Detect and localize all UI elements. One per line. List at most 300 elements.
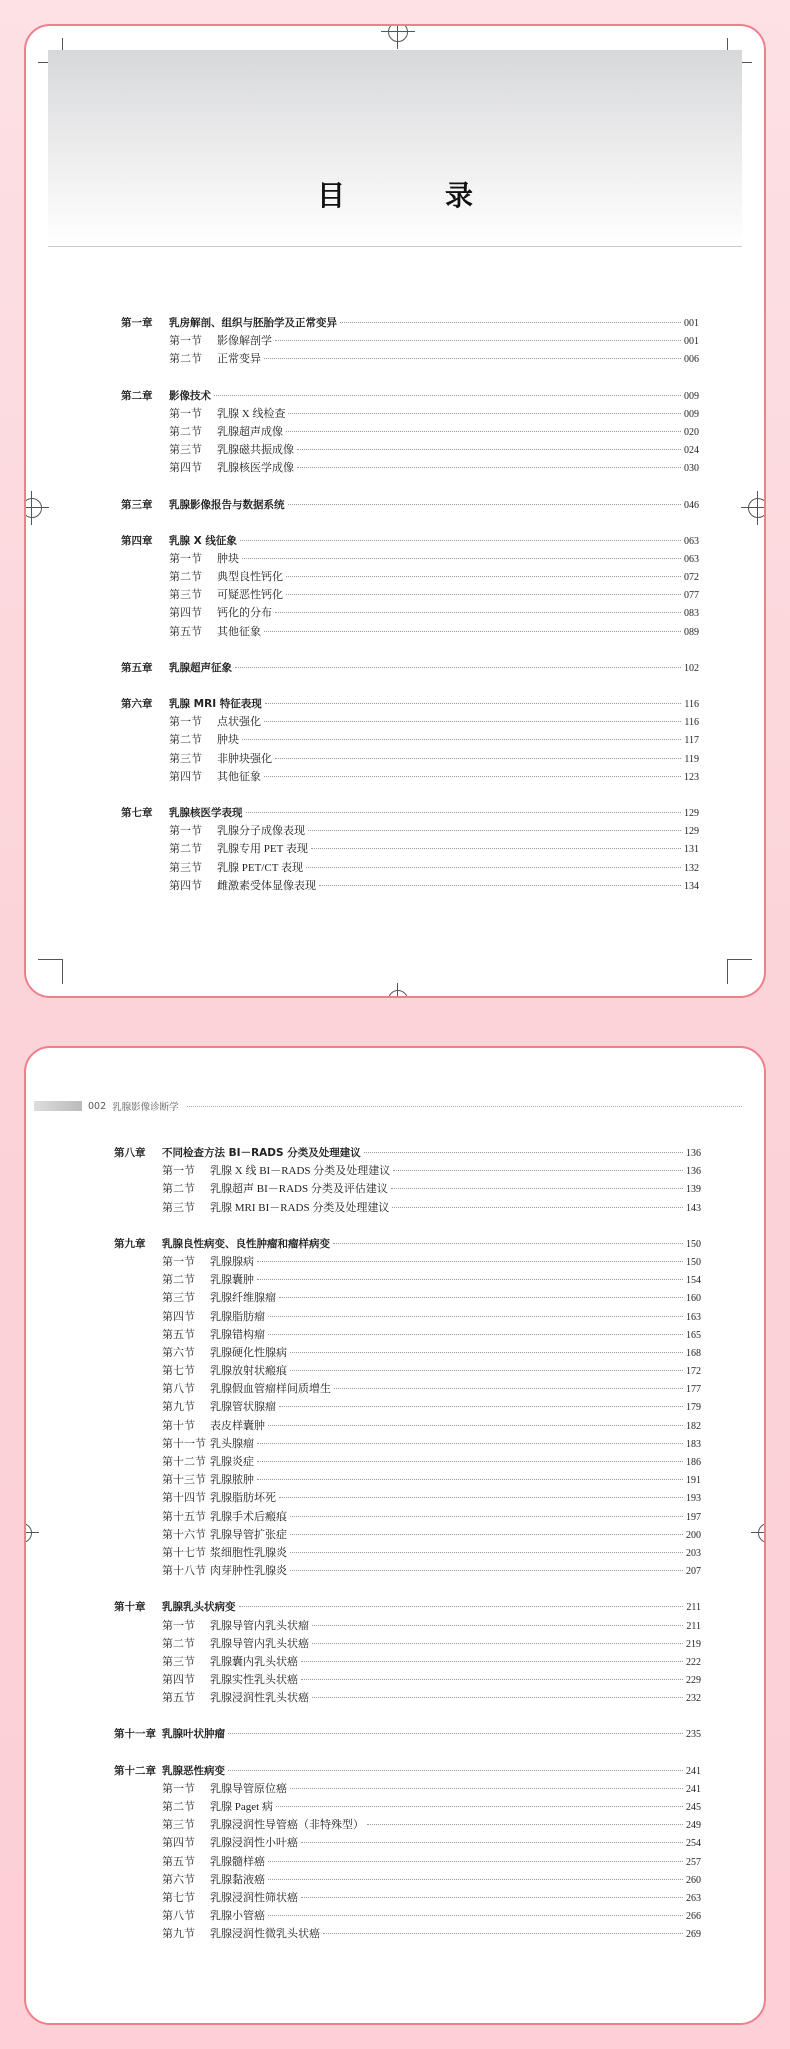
section-entry bbox=[114, 1199, 701, 1217]
dot-leader bbox=[240, 540, 681, 541]
dot-leader bbox=[268, 1915, 683, 1916]
running-head-title: 乳腺影像诊断学 bbox=[112, 1102, 179, 1113]
section-entry-label bbox=[114, 1635, 309, 1653]
section-entry-title: 乳腺分子成像表现 bbox=[217, 825, 305, 838]
section-entry-number: 第五节 bbox=[169, 625, 202, 638]
section-entry-title: 乳腺浸润性乳头状癌 bbox=[210, 1692, 309, 1705]
crop-mark bbox=[38, 959, 63, 984]
section-entry bbox=[114, 1617, 701, 1635]
section-entry-title: 浆细胞性乳腺炎 bbox=[210, 1546, 287, 1559]
section-entry bbox=[121, 623, 699, 641]
chapter-entry-page: 211 bbox=[686, 1602, 701, 1614]
dot-leader bbox=[319, 885, 681, 886]
section-entry-title: 乳腺 Paget 病 bbox=[210, 1801, 273, 1813]
section-entry-page: 154 bbox=[686, 1275, 701, 1287]
section-entry-page: 131 bbox=[684, 844, 699, 856]
section-entry-page: 089 bbox=[684, 626, 699, 638]
section-entry-title: 乳腺 MRI BI－RADS 分类及处理建议 bbox=[210, 1201, 390, 1214]
section-entry-page: 163 bbox=[686, 1311, 701, 1323]
section-entry-title: 乳腺核医学成像 bbox=[217, 462, 294, 475]
section-entry-label bbox=[114, 1398, 276, 1416]
section-entry-number: 第一节 bbox=[162, 1255, 195, 1268]
toc-page-1 bbox=[24, 24, 766, 998]
chapter-entry-label bbox=[121, 387, 211, 405]
section-entry-label bbox=[121, 840, 308, 858]
section-entry-page: 150 bbox=[686, 1256, 701, 1268]
section-entry-page: 117 bbox=[684, 735, 699, 747]
section-entry-number: 第一节 bbox=[169, 335, 202, 348]
section-entry-label bbox=[114, 1417, 265, 1435]
chapter-block bbox=[121, 387, 699, 478]
chapter-block bbox=[121, 804, 699, 895]
section-entry-number: 第一节 bbox=[162, 1782, 195, 1795]
section-entry-label bbox=[114, 1853, 265, 1871]
dot-leader bbox=[290, 1788, 683, 1789]
section-entry-number: 第十一节 bbox=[162, 1437, 206, 1450]
section-entry-label bbox=[121, 731, 239, 749]
section-entry bbox=[121, 731, 699, 749]
chapter-entry-title: 乳腺 MRI 特征表现 bbox=[169, 698, 262, 710]
chapter-entry-title: 不同检查方法 BI－RADS 分类及处理建议 bbox=[162, 1147, 361, 1159]
section-entry-label bbox=[114, 1925, 320, 1943]
section-entry-label bbox=[121, 859, 303, 877]
section-entry-title: 乳腺纤维腺瘤 bbox=[210, 1292, 276, 1305]
section-entry-page: 211 bbox=[686, 1620, 701, 1632]
section-entry-page: 136 bbox=[686, 1166, 701, 1178]
crop-mark bbox=[727, 959, 752, 984]
section-entry-label bbox=[121, 441, 294, 459]
dot-leader bbox=[239, 1606, 684, 1607]
section-entry-number: 第三节 bbox=[162, 1819, 195, 1832]
dot-leader bbox=[308, 830, 681, 831]
dot-leader bbox=[286, 431, 681, 432]
dot-leader bbox=[301, 1897, 683, 1898]
dot-leader bbox=[276, 1806, 683, 1807]
section-entry bbox=[121, 441, 699, 459]
section-entry-title: 乳头腺瘤 bbox=[210, 1437, 254, 1450]
section-entry bbox=[114, 1362, 701, 1380]
section-entry-number: 第三节 bbox=[162, 1655, 195, 1668]
section-entry-title: 乳腺手术后瘢痕 bbox=[210, 1510, 287, 1523]
section-entry-title: 点状强化 bbox=[217, 716, 261, 729]
chapter-entry-page: 001 bbox=[684, 318, 699, 329]
section-entry-page: 229 bbox=[686, 1675, 701, 1687]
section-entry-label bbox=[121, 568, 283, 586]
section-entry-number: 第三节 bbox=[169, 444, 202, 457]
section-entry-label bbox=[114, 1271, 254, 1289]
section-entry-page: 193 bbox=[686, 1493, 701, 1505]
section-entry bbox=[114, 1853, 701, 1871]
section-entry-number: 第十三节 bbox=[162, 1474, 206, 1487]
section-entry-page: 001 bbox=[684, 336, 699, 348]
section-entry bbox=[114, 1398, 701, 1416]
chapter-block bbox=[114, 1725, 701, 1743]
section-entry bbox=[114, 1162, 701, 1180]
toc-page-2 bbox=[24, 1046, 766, 2025]
section-entry bbox=[114, 1435, 701, 1453]
chapter-entry bbox=[121, 695, 699, 713]
section-entry-number: 第九节 bbox=[162, 1928, 195, 1941]
section-entry bbox=[121, 822, 699, 840]
section-entry-page: 182 bbox=[686, 1420, 701, 1432]
section-entry-label bbox=[114, 1362, 287, 1380]
chapter-entry bbox=[114, 1725, 701, 1743]
section-entry-title: 乳腺腺病 bbox=[210, 1255, 254, 1268]
section-entry-label bbox=[114, 1344, 287, 1362]
section-entry-number: 第四节 bbox=[169, 607, 202, 620]
section-entry-number: 第四节 bbox=[162, 1674, 195, 1687]
dot-leader bbox=[334, 1388, 683, 1389]
section-entry-label bbox=[114, 1617, 309, 1635]
section-entry-page: 083 bbox=[684, 608, 699, 620]
section-entry-title: 乳腺小管癌 bbox=[210, 1910, 265, 1923]
section-entry bbox=[121, 586, 699, 604]
section-entry bbox=[114, 1889, 701, 1907]
chapter-entry-title: 乳腺 X 线征象 bbox=[169, 534, 237, 547]
chapter-entry-number: 第二章 bbox=[121, 389, 153, 402]
section-entry-number: 第三节 bbox=[162, 1201, 195, 1214]
section-entry-title: 可疑恶性钙化 bbox=[217, 589, 283, 602]
chapter-entry-page: 009 bbox=[684, 390, 699, 402]
chapter-block bbox=[121, 659, 699, 677]
chapter-entry-title: 影像技术 bbox=[169, 389, 211, 402]
chapter-block bbox=[121, 314, 699, 369]
section-entry-label bbox=[114, 1544, 287, 1562]
section-entry-page: 257 bbox=[686, 1856, 701, 1868]
section-entry-page: 160 bbox=[686, 1293, 701, 1305]
section-entry-number: 第十节 bbox=[162, 1419, 195, 1432]
chapter-entry-number: 第八章 bbox=[114, 1147, 146, 1159]
section-entry-page: 030 bbox=[684, 463, 699, 475]
dot-leader bbox=[290, 1516, 683, 1517]
section-entry-title: 乳腺磁共振成像 bbox=[217, 444, 294, 457]
section-entry bbox=[114, 1326, 701, 1344]
section-entry bbox=[114, 1671, 701, 1689]
section-entry bbox=[114, 1508, 701, 1526]
dot-leader bbox=[257, 1261, 683, 1262]
chapter-block bbox=[114, 1762, 701, 1944]
chapter-entry bbox=[114, 1598, 701, 1616]
chapter-entry-label bbox=[121, 695, 262, 713]
section-entry-title: 乳腺 X 线 BI－RADS 分类及处理建议 bbox=[210, 1165, 391, 1178]
chapter-entry-page: 136 bbox=[686, 1148, 701, 1159]
section-entry-number: 第二节 bbox=[162, 1183, 195, 1196]
dot-leader bbox=[392, 1207, 683, 1208]
chapter-entry-page: 150 bbox=[686, 1238, 701, 1250]
section-entry bbox=[114, 1689, 701, 1707]
section-entry-page: 269 bbox=[686, 1929, 701, 1941]
chapter-entry bbox=[121, 496, 699, 514]
chapter-entry-number: 第五章 bbox=[121, 661, 153, 674]
chapter-entry-label bbox=[121, 804, 243, 822]
section-entry-page: 177 bbox=[686, 1384, 701, 1396]
section-entry-label bbox=[121, 586, 283, 604]
section-entry-label bbox=[114, 1798, 273, 1816]
section-entry-label bbox=[114, 1871, 265, 1889]
section-entry-page: 232 bbox=[686, 1693, 701, 1705]
section-entry bbox=[121, 750, 699, 768]
dot-leader bbox=[265, 703, 682, 704]
dot-leader bbox=[268, 1425, 683, 1426]
section-entry-title: 乳腺 PET/CT 表现 bbox=[217, 861, 303, 874]
section-entry-label bbox=[121, 623, 261, 641]
dot-leader bbox=[311, 848, 681, 849]
section-entry-title: 乳腺脓肿 bbox=[210, 1474, 254, 1487]
section-entry-label bbox=[114, 1453, 254, 1471]
dot-leader bbox=[391, 1188, 683, 1189]
section-entry-title: 乳腺导管内乳头状瘤 bbox=[210, 1619, 309, 1632]
section-entry bbox=[121, 877, 699, 895]
section-entry-page: 186 bbox=[686, 1457, 701, 1468]
section-entry-page: 260 bbox=[686, 1874, 701, 1886]
chapter-entry bbox=[121, 659, 699, 677]
section-entry-number: 第七节 bbox=[162, 1365, 195, 1378]
registration-mark-icon bbox=[758, 1523, 766, 1543]
section-entry-page: 179 bbox=[686, 1402, 701, 1414]
section-entry bbox=[114, 1544, 701, 1562]
dot-leader bbox=[268, 1861, 683, 1862]
dot-leader bbox=[323, 1933, 683, 1934]
chapter-entry-label bbox=[114, 1725, 225, 1743]
chapter-block bbox=[121, 496, 699, 514]
section-entry-label bbox=[114, 1471, 254, 1489]
section-entry-title: 乳腺浸润性小叶癌 bbox=[210, 1837, 298, 1850]
section-entry-title: 乳腺错构瘤 bbox=[210, 1328, 265, 1341]
section-entry-label bbox=[114, 1562, 287, 1580]
section-entry-number: 第一节 bbox=[162, 1165, 195, 1178]
chapter-entry-title: 乳房解剖、组织与胚胎学及正常变异 bbox=[169, 317, 337, 329]
section-entry-page: 249 bbox=[686, 1820, 701, 1832]
section-entry-title: 乳腺囊内乳头状癌 bbox=[210, 1655, 298, 1668]
section-entry-number: 第五节 bbox=[162, 1855, 195, 1868]
section-entry-label bbox=[114, 1489, 276, 1507]
chapter-block bbox=[114, 1598, 701, 1707]
section-entry-page: 063 bbox=[684, 553, 699, 565]
chapter-entry-title: 乳腺超声征象 bbox=[169, 661, 232, 674]
dot-leader bbox=[286, 594, 681, 595]
chapter-entry-label bbox=[121, 532, 237, 550]
section-entry-number: 第五节 bbox=[162, 1328, 195, 1341]
section-entry-page: 009 bbox=[684, 408, 699, 420]
dot-leader bbox=[242, 739, 681, 740]
chapter-entry-title: 乳腺核医学表现 bbox=[169, 806, 243, 819]
dot-leader bbox=[290, 1370, 683, 1371]
dot-leader bbox=[290, 1534, 683, 1535]
chapter-entry-label bbox=[114, 1144, 361, 1162]
running-head bbox=[34, 1100, 742, 1112]
section-entry-number: 第十二节 bbox=[162, 1456, 206, 1468]
section-entry-title: 肿块 bbox=[217, 552, 239, 565]
section-entry-page: 139 bbox=[686, 1184, 701, 1196]
dot-leader bbox=[257, 1461, 683, 1462]
section-entry-title: 乳腺导管原位癌 bbox=[210, 1782, 287, 1795]
chapter-entry bbox=[114, 1144, 701, 1162]
section-entry-page: 172 bbox=[686, 1366, 701, 1378]
chapter-entry-number: 第三章 bbox=[121, 498, 153, 511]
section-entry-number: 第六节 bbox=[162, 1346, 195, 1359]
dot-leader bbox=[257, 1279, 683, 1280]
section-entry-number: 第三节 bbox=[169, 589, 202, 602]
dot-leader bbox=[312, 1697, 683, 1698]
section-entry-page: 191 bbox=[686, 1475, 701, 1487]
dot-leader bbox=[393, 1170, 683, 1171]
dot-leader bbox=[264, 776, 681, 777]
section-entry bbox=[121, 332, 699, 350]
dot-leader bbox=[288, 504, 682, 505]
section-entry bbox=[114, 1798, 701, 1816]
section-entry-title: 乳腺炎症 bbox=[210, 1456, 254, 1468]
section-entry bbox=[114, 1289, 701, 1307]
chapter-entry-label bbox=[121, 659, 232, 677]
section-entry-page: 132 bbox=[684, 862, 699, 874]
section-entry bbox=[114, 1344, 701, 1362]
dot-leader bbox=[364, 1152, 683, 1153]
section-entry-title: 影像解剖学 bbox=[217, 335, 272, 348]
section-entry-page: 200 bbox=[686, 1529, 701, 1541]
section-entry-label bbox=[121, 405, 285, 423]
chapter-entry-number: 第四章 bbox=[121, 534, 153, 547]
section-entry-number: 第四节 bbox=[162, 1310, 195, 1323]
dot-leader bbox=[290, 1352, 683, 1353]
dot-leader bbox=[290, 1552, 683, 1553]
section-entry bbox=[121, 859, 699, 877]
section-entry-title: 乳腺专用 PET 表现 bbox=[217, 843, 308, 856]
dot-leader bbox=[264, 721, 681, 722]
section-entry-number: 第二节 bbox=[169, 571, 202, 584]
section-entry-page: 077 bbox=[684, 590, 699, 602]
dot-leader bbox=[264, 631, 681, 632]
section-entry-page: 134 bbox=[684, 880, 699, 892]
section-entry-title: 乳腺浸润性微乳头状癌 bbox=[210, 1928, 320, 1941]
section-entry-label bbox=[121, 550, 239, 568]
section-entry bbox=[114, 1635, 701, 1653]
section-entry-title: 乳腺浸润性导管癌（非特殊型） bbox=[210, 1819, 364, 1832]
section-entry-number: 第一节 bbox=[169, 716, 202, 729]
section-entry-title: 乳腺实性乳头状癌 bbox=[210, 1674, 298, 1687]
section-entry-number: 第三节 bbox=[169, 752, 202, 765]
section-entry-number: 第十六节 bbox=[162, 1528, 206, 1541]
section-entry-label bbox=[121, 423, 283, 441]
section-entry-page: 222 bbox=[686, 1656, 701, 1668]
section-entry-number: 第六节 bbox=[162, 1873, 195, 1886]
dot-leader bbox=[242, 558, 681, 559]
dot-leader bbox=[297, 467, 681, 468]
section-entry bbox=[121, 713, 699, 731]
page-title: 目 录 bbox=[316, 179, 509, 212]
section-entry-title: 乳腺管状腺瘤 bbox=[210, 1401, 276, 1414]
registration-mark-icon bbox=[748, 498, 766, 518]
chapter-entry-title: 乳腺恶性病变 bbox=[162, 1764, 225, 1777]
dot-leader bbox=[228, 1733, 683, 1734]
section-entry-number: 第四节 bbox=[169, 770, 202, 783]
section-entry-number: 第二节 bbox=[169, 843, 202, 856]
section-entry-number: 第一节 bbox=[169, 407, 202, 420]
chapter-entry-page: 116 bbox=[684, 699, 699, 710]
dot-leader bbox=[301, 1842, 683, 1843]
section-entry-page: 123 bbox=[684, 771, 699, 783]
chapter-entry-title: 乳腺乳头状病变 bbox=[162, 1601, 236, 1614]
section-entry-title: 表皮样囊肿 bbox=[210, 1419, 265, 1432]
section-entry-number: 第八节 bbox=[162, 1910, 195, 1923]
section-entry-page: 219 bbox=[686, 1638, 701, 1650]
section-entry-title: 正常变异 bbox=[217, 353, 261, 366]
section-entry bbox=[114, 1834, 701, 1852]
chapter-entry-page: 241 bbox=[686, 1765, 701, 1777]
dot-leader bbox=[286, 576, 681, 577]
section-entry-page: 129 bbox=[684, 826, 699, 838]
section-entry-label bbox=[114, 1253, 254, 1271]
section-entry-label bbox=[114, 1889, 298, 1907]
dot-leader bbox=[275, 340, 681, 341]
section-entry-label bbox=[114, 1162, 390, 1180]
section-entry-label bbox=[114, 1907, 265, 1925]
section-entry-number: 第一节 bbox=[162, 1619, 195, 1632]
chapter-entry bbox=[121, 314, 699, 332]
section-entry-page: 020 bbox=[684, 426, 699, 438]
dot-leader bbox=[312, 1643, 683, 1644]
section-entry-title: 乳腺浸润性筛状癌 bbox=[210, 1891, 298, 1904]
section-entry-title: 乳腺脂肪瘤 bbox=[210, 1310, 265, 1323]
running-head-rule bbox=[187, 1106, 742, 1107]
section-entry-title: 乳腺放射状瘢痕 bbox=[210, 1365, 287, 1378]
section-entry-page: 245 bbox=[686, 1802, 701, 1813]
section-entry bbox=[114, 1816, 701, 1834]
section-entry-label bbox=[114, 1689, 309, 1707]
section-entry-label bbox=[121, 332, 272, 350]
section-entry bbox=[114, 1925, 701, 1943]
section-entry bbox=[121, 768, 699, 786]
chapter-entry-label bbox=[114, 1235, 330, 1253]
section-entry-number: 第二节 bbox=[169, 734, 202, 747]
table-of-contents bbox=[114, 1144, 701, 1962]
chapter-entry-label bbox=[114, 1598, 236, 1616]
section-entry-page: 241 bbox=[686, 1783, 701, 1795]
section-entry-label bbox=[114, 1816, 364, 1834]
chapter-entry-page: 102 bbox=[684, 662, 699, 674]
section-entry bbox=[114, 1653, 701, 1671]
section-entry-title: 其他征象 bbox=[217, 625, 261, 638]
dot-leader bbox=[301, 1679, 683, 1680]
chapter-block bbox=[114, 1144, 701, 1217]
chapter-entry-number: 第七章 bbox=[121, 806, 153, 819]
section-entry-page: 197 bbox=[686, 1511, 701, 1523]
section-entry-number: 第十五节 bbox=[162, 1510, 206, 1523]
section-entry-title: 乳腺脂肪坏死 bbox=[210, 1492, 276, 1505]
section-entry-number: 第七节 bbox=[162, 1891, 195, 1904]
dot-leader bbox=[290, 1570, 683, 1571]
section-entry-number: 第二节 bbox=[162, 1637, 195, 1650]
section-entry-page: 116 bbox=[684, 717, 699, 729]
section-entry-number: 第一节 bbox=[169, 825, 202, 838]
section-entry-title: 钙化的分布 bbox=[217, 607, 272, 620]
section-entry bbox=[121, 423, 699, 441]
title-banner bbox=[48, 50, 742, 247]
chapter-entry-title: 乳腺叶状肿瘤 bbox=[162, 1728, 225, 1741]
dot-leader bbox=[279, 1406, 683, 1407]
registration-mark-icon bbox=[388, 990, 408, 998]
dot-leader bbox=[312, 1625, 683, 1626]
section-entry-number: 第十七节 bbox=[162, 1546, 206, 1559]
section-entry bbox=[121, 604, 699, 622]
dot-leader bbox=[340, 322, 681, 323]
section-entry-page: 143 bbox=[686, 1202, 701, 1214]
section-entry-number: 第十四节 bbox=[162, 1492, 206, 1505]
section-entry-page: 203 bbox=[686, 1547, 701, 1559]
chapter-entry-page: 046 bbox=[684, 499, 699, 511]
section-entry-label bbox=[121, 713, 261, 731]
section-entry-label bbox=[114, 1199, 389, 1217]
section-entry bbox=[114, 1871, 701, 1889]
